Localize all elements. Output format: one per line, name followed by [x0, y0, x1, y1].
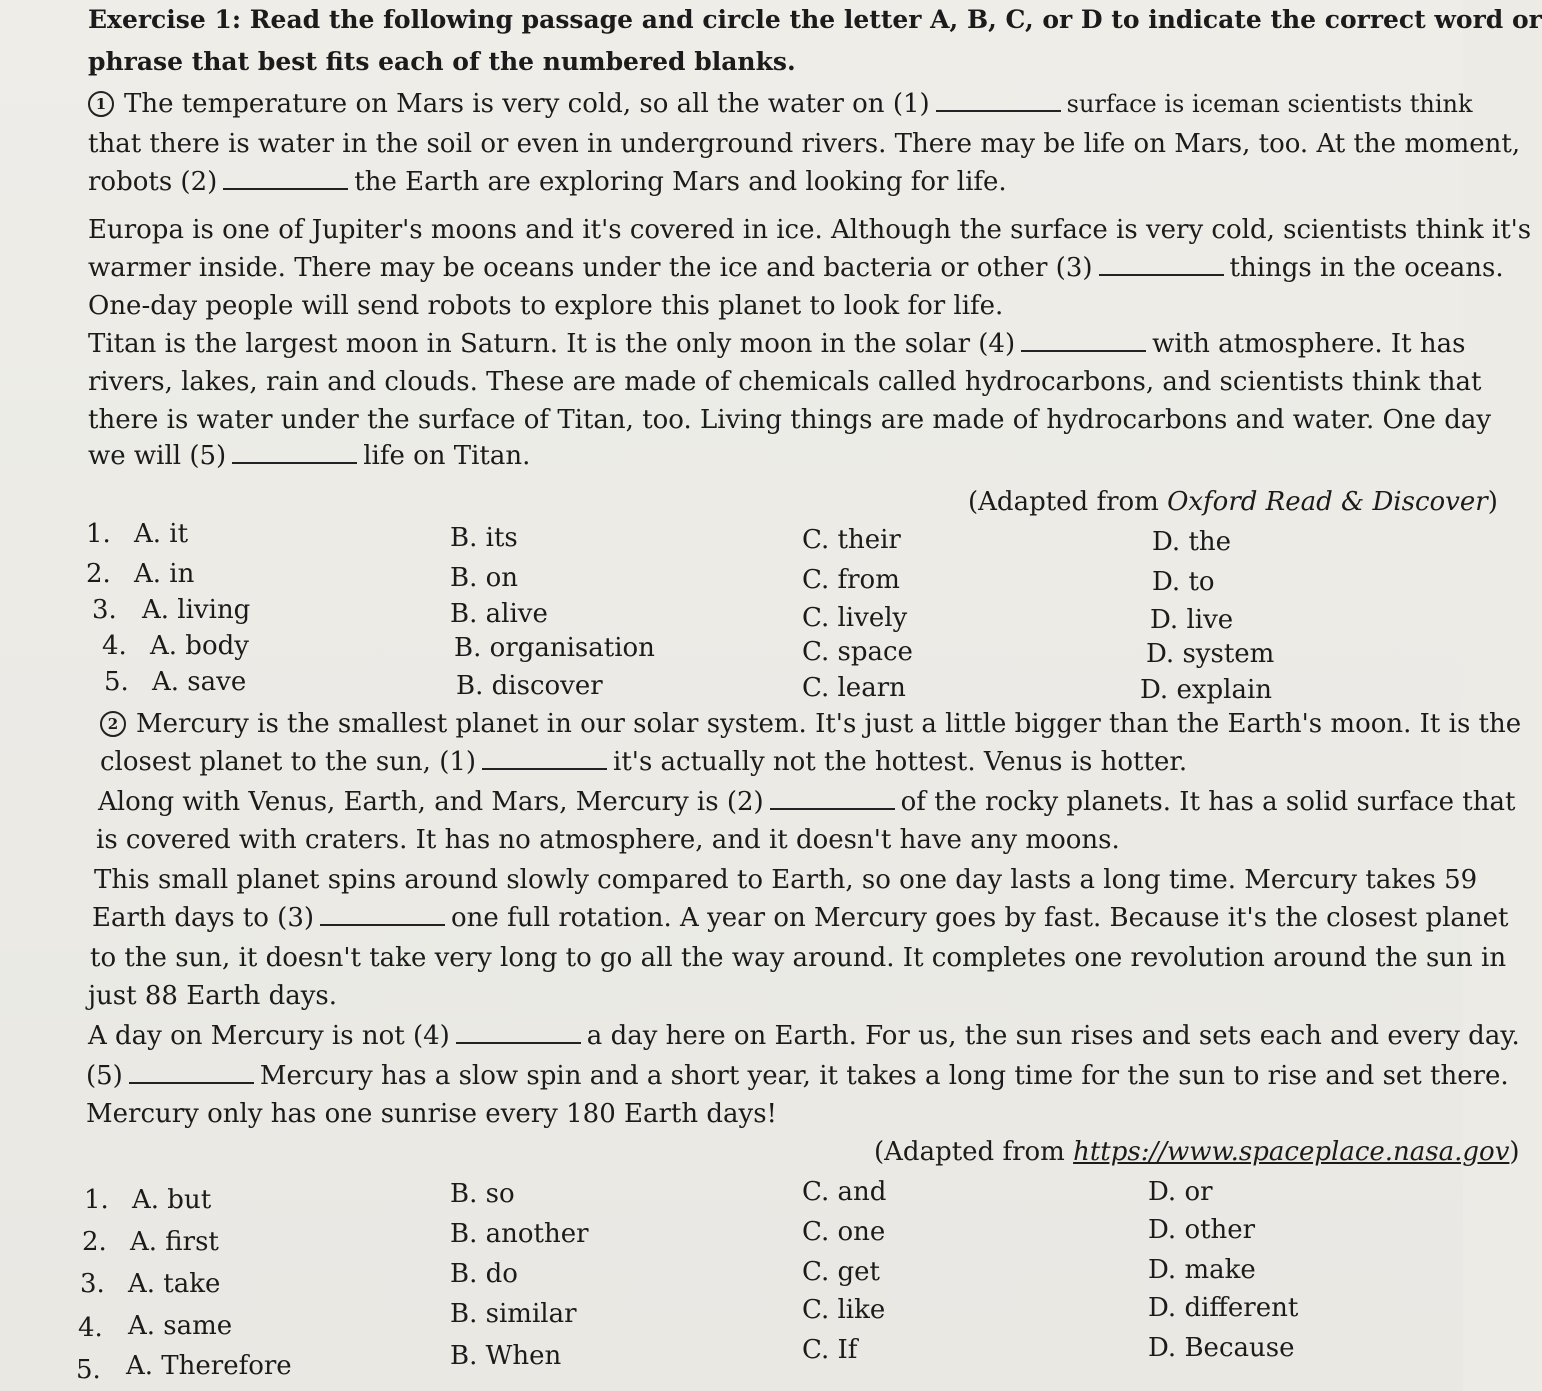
text-segment: Titan is the largest moon in Saturn. It is the only moon in the solar (4): [88, 329, 1016, 359]
text-segment: (Adapted from: [968, 487, 1168, 517]
text-segment: things in the oceans.: [1229, 253, 1504, 283]
passage2-line3: [98, 786, 1515, 818]
option-a[interactable]: A. same: [128, 1311, 233, 1341]
passage1-line4: Europa is one of Jupiter's moons and it's covered in ice. Although the surface is very cold, scientists think it's: [88, 215, 1532, 245]
passage1-line10: [88, 440, 530, 472]
text-segment: (5): [86, 1061, 123, 1091]
text-segment: of the rocky planets. It has a solid surface that: [900, 787, 1516, 817]
text-segment: a day here on Earth. For us, the sun rises and sets each and every day.: [586, 1021, 1520, 1051]
passage2-line1: [100, 708, 1521, 740]
passage2-marker: 2: [100, 711, 126, 737]
passage2-line4: is covered with craters. It has no atmosphere, and it doesn't have any moons.: [96, 825, 1120, 855]
passage1-line6: One-day people will send robots to explore this planet to look for life.: [88, 291, 1004, 321]
question-number: 3.: [80, 1269, 105, 1299]
option-a[interactable]: A. take: [128, 1269, 221, 1299]
option-c[interactable]: C. get: [802, 1257, 880, 1287]
option-d[interactable]: D. different: [1148, 1293, 1299, 1323]
passage1-marker: 1: [88, 91, 114, 117]
text-segment: surface is iceman scientists think: [1066, 90, 1473, 118]
option-a[interactable]: A. but: [132, 1185, 212, 1215]
blank-1[interactable]: [482, 746, 607, 770]
question-number: 1.: [84, 1185, 109, 1215]
passage2-line10: [86, 1060, 1509, 1092]
option-c[interactable]: C. lively: [802, 603, 908, 633]
option-d[interactable]: D. explain: [1140, 675, 1273, 705]
text-segment: closest planet to the sun, (1): [100, 747, 477, 777]
option-b[interactable]: B. so: [450, 1179, 515, 1209]
blank-2[interactable]: [223, 166, 348, 190]
passage2-line11: Mercury only has one sunrise every 180 Earth days!: [86, 1099, 777, 1129]
blank-4[interactable]: [1021, 328, 1146, 352]
option-c[interactable]: C. and: [802, 1177, 887, 1207]
question-number: 1.: [86, 519, 111, 549]
passage1-line2: that there is water in the soil or even in underground rivers. There may be life on Mars, too. At the moment,: [88, 129, 1521, 159]
blank-5[interactable]: [232, 440, 357, 464]
text-segment: The temperature on Mars is very cold, so all the water on (1): [124, 89, 930, 119]
text-segment: it's actually not the hottest. Venus is hotter.: [613, 747, 1188, 777]
option-b[interactable]: B. When: [450, 1341, 562, 1371]
option-c[interactable]: C. their: [802, 525, 901, 555]
question-number: 5.: [76, 1355, 101, 1385]
text-segment: (Adapted from: [874, 1137, 1074, 1167]
question-number: 4.: [102, 631, 127, 661]
passage1-line7: [88, 328, 1465, 360]
option-b[interactable]: B. alive: [450, 599, 548, 629]
option-a[interactable]: A. it: [134, 519, 189, 549]
question-number: 5.: [104, 667, 129, 697]
passage1-source: [968, 486, 1498, 518]
text-segment: Mercury has a slow spin and a short year, it takes a long time for the sun to rise and set there.: [259, 1061, 1509, 1091]
text-segment: Mercury is the smallest planet in our solar system. It's just a little bigger than the Earth's moon. It is the: [136, 709, 1522, 739]
blank-3[interactable]: [320, 902, 445, 926]
option-d[interactable]: D. make: [1148, 1255, 1256, 1285]
option-d[interactable]: D. other: [1148, 1215, 1256, 1245]
text-segment: robots (2): [88, 167, 218, 197]
passage2-line9: [88, 1020, 1520, 1052]
option-d[interactable]: D. to: [1152, 567, 1215, 597]
text-segment: warmer inside. There may be oceans under the ice and bacteria or other (3): [88, 253, 1093, 283]
option-d[interactable]: D. or: [1148, 1177, 1213, 1207]
option-c[interactable]: C. from: [802, 565, 900, 595]
blank-2[interactable]: [770, 786, 895, 810]
passage1-line1: [88, 88, 1473, 120]
passage2-line6: [92, 902, 1509, 934]
text-segment: with atmosphere. It has: [1152, 329, 1466, 359]
passage2-line7: to the sun, it doesn't take very long to go all the way around. It completes one revolution around the sun in: [90, 943, 1507, 973]
option-b[interactable]: B. organisation: [454, 633, 655, 663]
text-segment: ): [1487, 487, 1498, 517]
passage2-line5: This small planet spins around slowly compared to Earth, so one day lasts a long time. Mercury takes 59: [94, 865, 1478, 895]
passage1-line3: [88, 166, 1007, 198]
text-segment: Along with Venus, Earth, and Mars, Mercury is (2): [98, 787, 764, 817]
passage2-source: [874, 1136, 1520, 1168]
option-c[interactable]: C. one: [802, 1217, 886, 1247]
text-segment: one full rotation. A year on Mercury goes by fast. Because it's the closest planet: [451, 903, 1509, 933]
option-a[interactable]: A. Therefore: [126, 1351, 292, 1381]
option-c[interactable]: C. learn: [802, 673, 906, 703]
blank-1[interactable]: [936, 88, 1061, 112]
option-a[interactable]: A. body: [150, 631, 249, 661]
question-number: 2.: [82, 1227, 107, 1257]
option-c[interactable]: C. If: [802, 1335, 858, 1365]
exercise-title-line2: phrase that best fits each of the numbered blanks.: [88, 47, 796, 76]
exercise-title: Exercise 1: Read the following passage and circle the letter A, B, C, or D to indicate the correct word or: [88, 5, 1542, 34]
option-b[interactable]: B. another: [450, 1219, 589, 1249]
option-c[interactable]: C. like: [802, 1295, 886, 1325]
text-segment: A day on Mercury is not (4): [88, 1021, 450, 1051]
option-b[interactable]: B. discover: [456, 671, 603, 701]
passage2-line8: just 88 Earth days.: [88, 981, 338, 1011]
passage1-line8: rivers, lakes, rain and clouds. These are made of chemicals called hydrocarbons, and scientists think that: [88, 367, 1482, 397]
text-segment: Earth days to (3): [92, 903, 315, 933]
option-a[interactable]: A. in: [134, 559, 195, 589]
question-number: 2.: [86, 559, 111, 589]
option-a[interactable]: A. save: [152, 667, 247, 697]
option-b[interactable]: B. on: [450, 563, 519, 593]
text-segment: the Earth are exploring Mars and looking for life.: [354, 167, 1007, 197]
option-c[interactable]: C. space: [802, 637, 913, 667]
passage2-line2: [100, 746, 1187, 778]
blank-4[interactable]: [456, 1020, 581, 1044]
blank-3[interactable]: [1099, 252, 1224, 276]
passage1-line5: [88, 252, 1504, 284]
option-d[interactable]: D. live: [1150, 605, 1234, 635]
option-b[interactable]: B. do: [450, 1259, 518, 1289]
option-b[interactable]: B. its: [450, 523, 518, 553]
blank-5[interactable]: [129, 1060, 254, 1084]
option-d[interactable]: D. system: [1146, 639, 1275, 669]
option-b[interactable]: B. similar: [450, 1299, 577, 1329]
option-a[interactable]: A. first: [130, 1227, 219, 1257]
option-d[interactable]: D. Because: [1148, 1333, 1295, 1363]
question-number: 4.: [78, 1313, 103, 1343]
text-segment: life on Titan.: [363, 441, 531, 471]
passage1-line9: there is water under the surface of Titan, too. Living things are made of hydrocarbons and water. One day: [88, 405, 1492, 435]
source-title: Oxford Read & Discover: [1167, 487, 1488, 517]
option-a[interactable]: A. living: [142, 595, 251, 625]
source-link[interactable]: https://www.spaceplace.nasa.gov: [1073, 1137, 1510, 1167]
question-number: 3.: [92, 595, 117, 625]
text-segment: we will (5): [88, 441, 227, 471]
option-d[interactable]: D. the: [1152, 527, 1232, 557]
text-segment: ): [1509, 1137, 1520, 1167]
